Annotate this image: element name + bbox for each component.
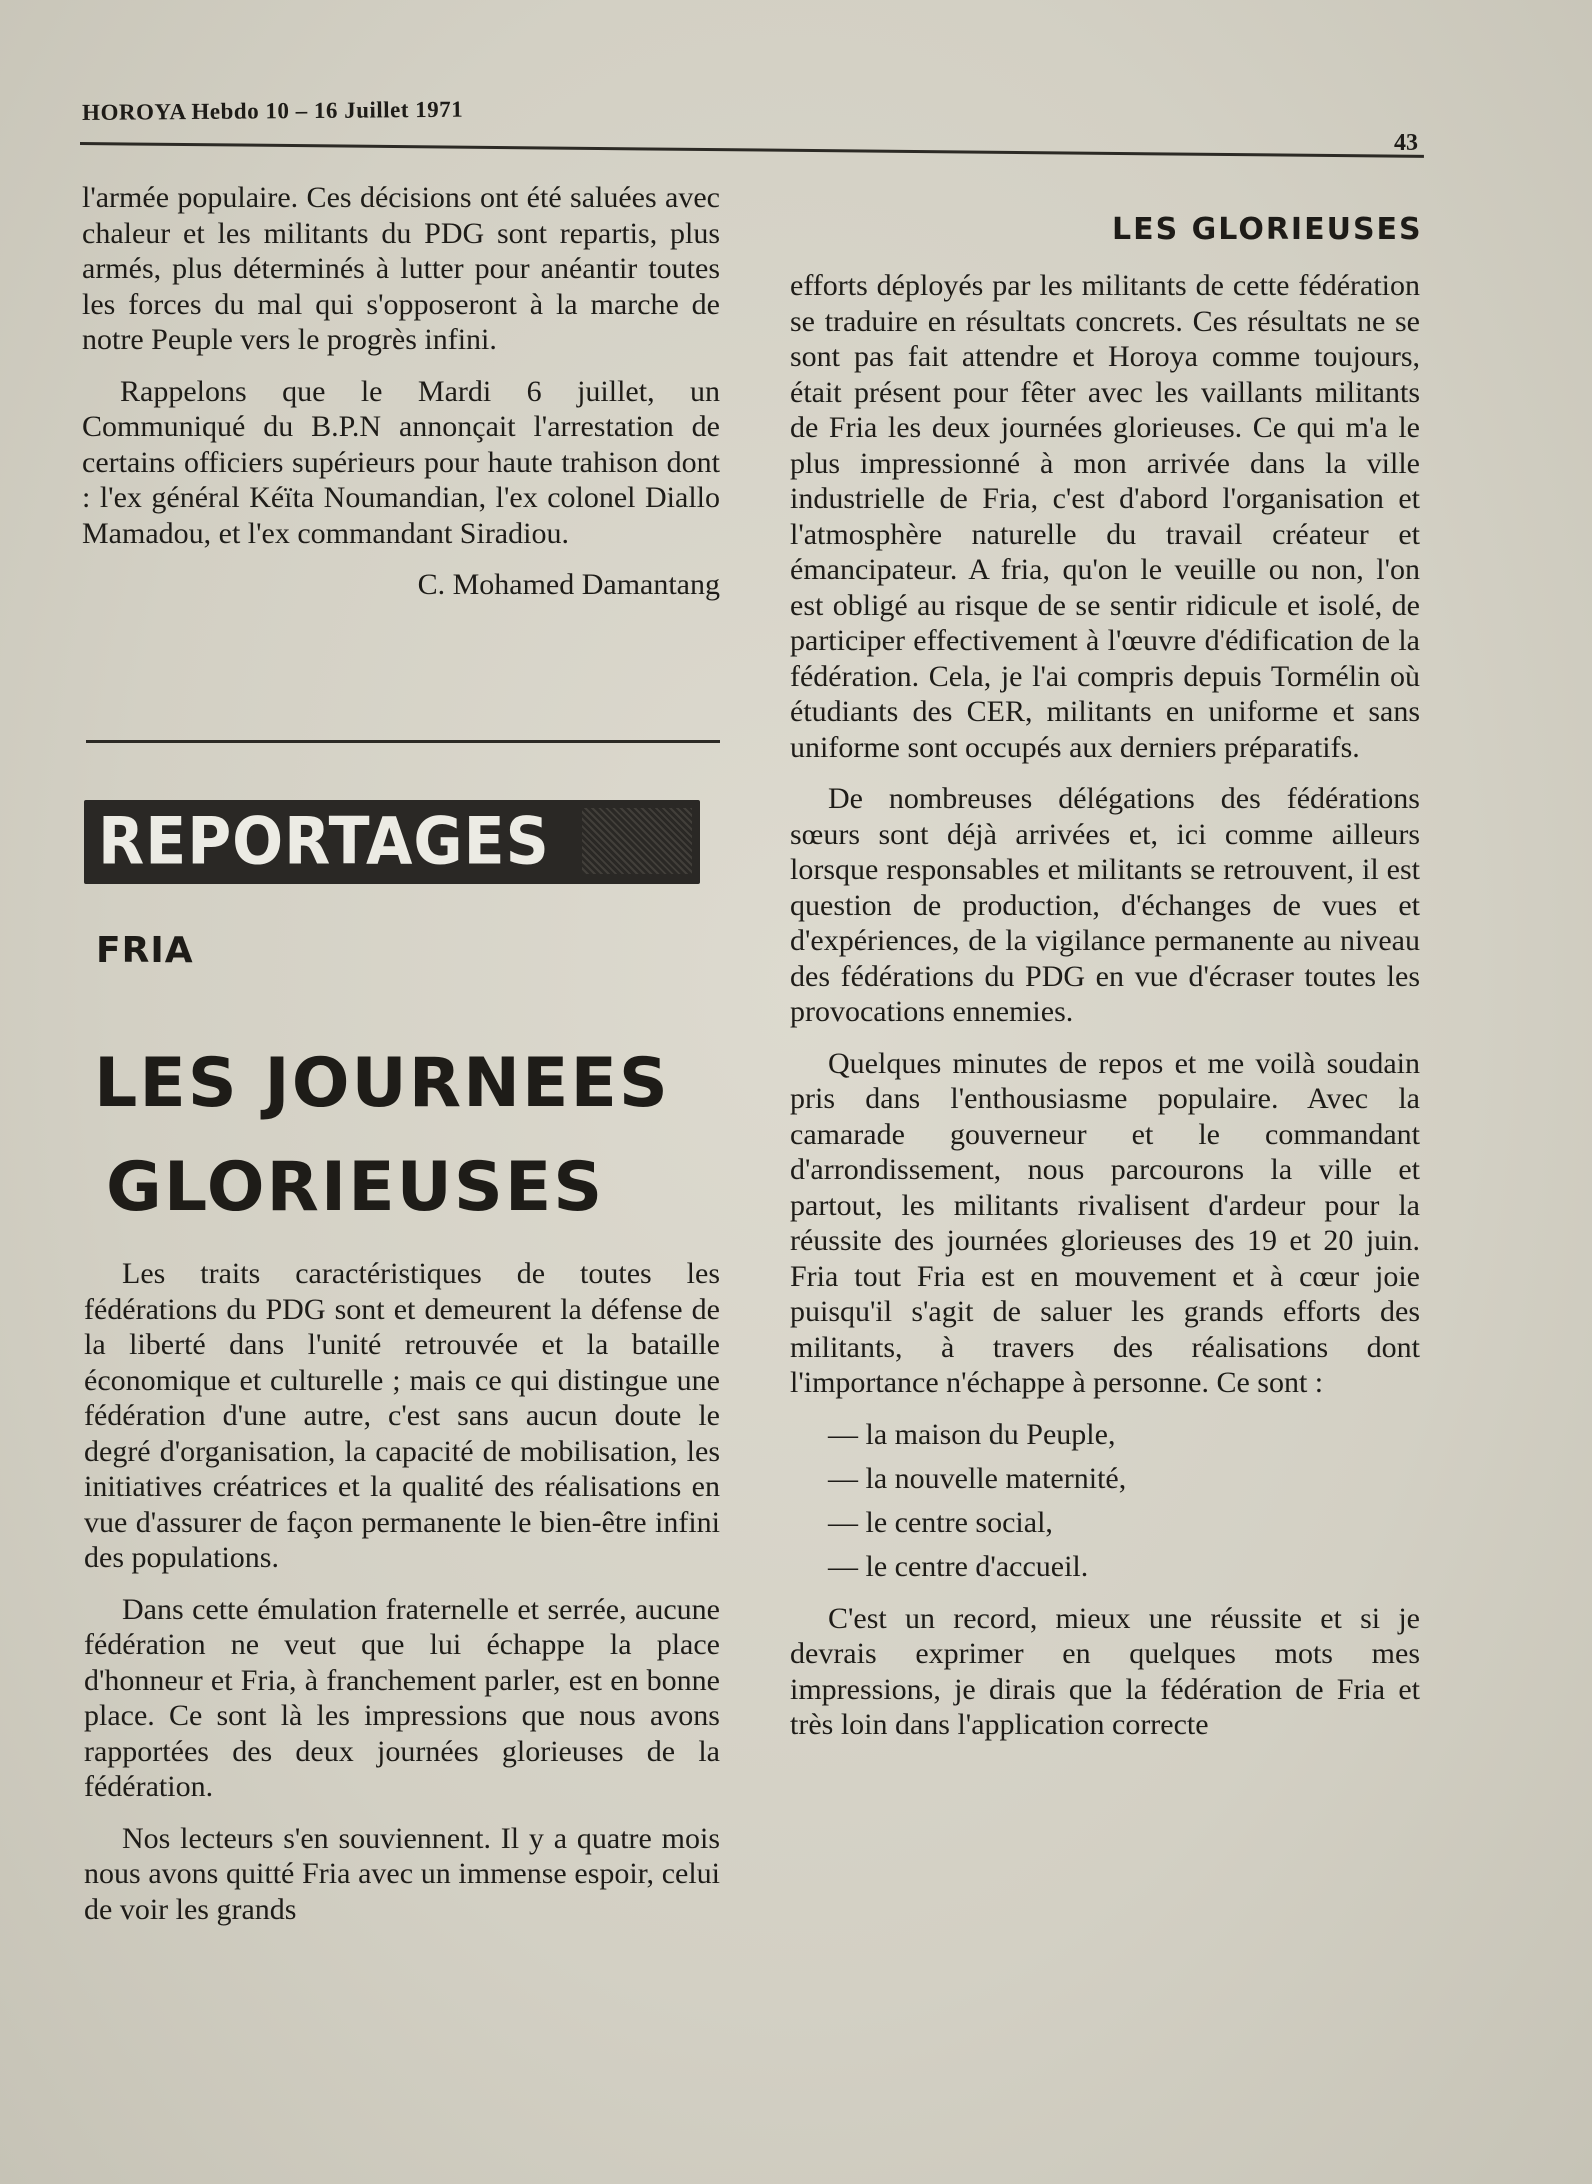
article-separator: [86, 740, 720, 743]
article-paragraph: Quelques minutes de repos et me voilà soudain pris dans l'enthousiasme populaire. Avec la camarade gouverneur et le commandant d'arrondissement, nous parcourons la ville et partout, les militants rivalisent d'ardeur pour la réussite des journées glorieuses des 19 et 20 juin. Fria tout Fria est en mouvement et à cœur joie puisqu'il s'agit de saluer les grands efforts des militants, à travers des réalisations dont l'importance n'échappe à personne. Ce sont :: [790, 1046, 1420, 1399]
right-column-title: LES GLORIEUSES: [1112, 212, 1423, 247]
banner-texture: [582, 808, 692, 874]
headline: [94, 1032, 734, 1240]
previous-article-continuation: l'armée populaire. Ces décisions ont été saluées avec chaleur et les militants du PDG sont repartis, plus armés, plus déterminés à lutter pour anéantir toutes les forces du mal qui s'opposeront à la marche de notre Peuple vers le progrès infini.: [82, 181, 720, 356]
list-item: — la maison du Peuple,: [790, 1417, 1420, 1453]
article-paragraph: De nombreuses délégations des fédérations sœurs sont déjà arrivées et, ici comme ailleurs lorsque responsables et militants se retrouvent, il est question de production, d'échanges de vues et d'expériences, de la vigilance permanente au niveau des fédérations du PDG en vue d'écraser toutes les provocations ennemies.: [790, 782, 1420, 1028]
kicker: FRIA: [96, 930, 194, 971]
previous-article-end: [82, 180, 720, 619]
article-paragraph: Dans cette émulation fraternelle et serrée, aucune fédération ne veut que lui échappe la place d'honneur et Fria, à franchement parler, est en bonne place. Ce sont là les impressions que nous avons rapportées des deux journées glorieuses de la fédération.: [84, 1592, 720, 1803]
headline-line-2: GLORIEUSES: [106, 1148, 605, 1227]
article-paragraph: C'est un record, mieux une réussite et si je devrais exprimer en quelques mots mes impressions, je dirais que la fédération de Fria et très loin dans l'application correcte: [790, 1601, 1420, 1741]
headline-line-1: LES JOURNEES: [94, 1044, 670, 1123]
article-paragraph: Nos lecteurs s'en souviennent. Il y a quatre mois nous avons quitté Fria avec un immense espoir, celui de voir les grands: [84, 1821, 720, 1926]
byline: C. Mohamed Damantang: [417, 568, 720, 601]
article-right-column: [790, 268, 1420, 1759]
list-item: — le centre social,: [790, 1505, 1420, 1541]
article-continuation: efforts déployés par les militants de cette fédération se traduire en résultats concrets. Ces résultats ne se sont pas fait attendre et Horoya comme toujours, était présent pour fêter avec les vaillants militants de Fria les deux journées glorieuses. Ce qui m'a le plus impressionné à mon arrivée dans la ville industrielle de Fria, c'est d'abord l'organisation et l'atmosphère naturelle du travail créateur et émancipateur. A fria, qu'on le veuille ou non, l'on est obligé au risque de se sentir ridicule et isolé, de participer effectivement à l'œuvre d'édification de la fédération. Cela, je l'ai compris depuis Tormélin où étudiants des CER, militants en uniforme et sans uniforme sont occupés aux derniers préparatifs.: [790, 269, 1420, 764]
header-rule: [80, 142, 1424, 158]
section-banner: [84, 800, 700, 884]
previous-article-paragraph: Rappelons que le Mardi 6 juillet, un Communiqué du B.P.N annonçait l'arrestation de certains officiers supérieurs pour haute trahison dont : l'ex général Kéïta Noumandian, l'ex colonel Diallo Mamadou, et l'ex commandant Siradiou.: [82, 374, 720, 550]
article-left-column: [84, 1256, 720, 1943]
article-paragraph: Les traits caractéristiques de toutes les fédérations du PDG sont et demeurent la défense de la liberté dans l'unité retrouvée et la bataille économique et culturelle ; mais ce qui distingue une fédération d'une autre, c'est sans aucun doute le degré d'organisation, la capacité de mobilisation, les initiatives créatrices et la qualité des réalisations en vue d'assurer de façon permanente le bien-être infini des populations.: [84, 1257, 720, 1574]
section-label: REPORTAGES: [98, 804, 550, 880]
page-number: 43: [1394, 130, 1418, 156]
achievements-list: [790, 1417, 1420, 1585]
list-item: — le centre d'accueil.: [790, 1549, 1420, 1585]
running-head: HOROYA Hebdo 10 – 16 Juillet 1971: [82, 96, 464, 125]
list-item: — la nouvelle maternité,: [790, 1461, 1420, 1497]
